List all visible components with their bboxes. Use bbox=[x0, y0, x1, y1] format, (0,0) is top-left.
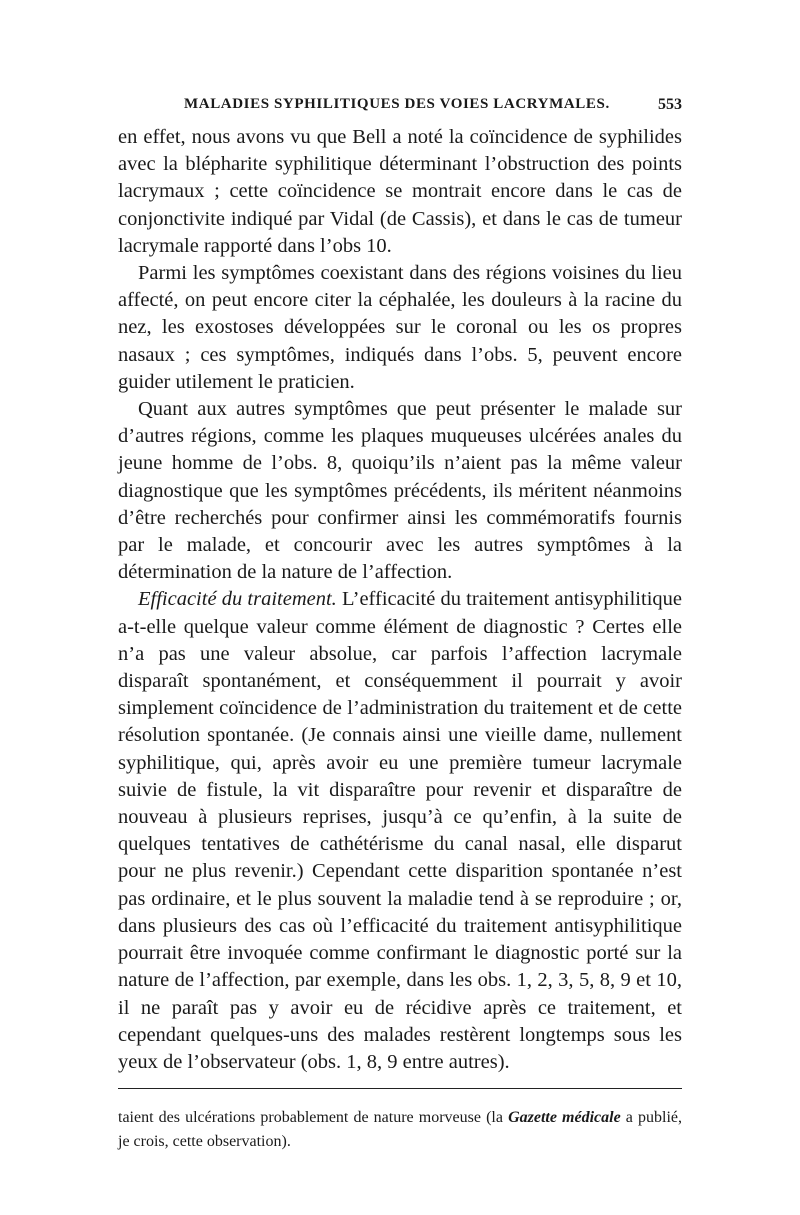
paragraph-4-text: L’efficacité du traitement antisyphilitique a-t-elle quelque valeur comme élément de diagnostic ? Certes elle n’a pas une valeur absolue, car parfois l’affection lacrymale disparaît spontanément, et conséquemment il pourrait y avoir simplement coïncidence de l’administration du traitement et de cette résolution spontanée. (Je connais ainsi une vieille dame, nullement syphilitique, qui, après avoir eu une première tumeur lacrymale suivie de fistule, la vit disparaître pour revenir et disparaître de nouveau à plusieurs reprises, jusqu’à ce qu’enfin, à la suite de quelques tentatives de cathétérisme du canal nasal, elle disparut pour ne plus revenir.) Cependant cette disparition spontanée n’est pas ordinaire, et le plus souvent la maladie tend à se reproduire ; or, dans plusieurs des cas où l’efficacité du traitement antisyphilitique pourrait être invoquée comme confirmant le diagnostic porté sur la nature de l’affection, par exemple, dans les obs. 1, 2, 3, 5, 8, 9 et 10, il ne paraît pas y avoir eu de récidive après ce traitement, et cependant quelques-uns des malades restèrent longtemps sous les yeux de l’observateur (obs. 1, 8, 9 entre autres). bbox=[118, 588, 682, 1073]
paragraph-2: Parmi les symptômes coexistant dans des régions voisines du lieu affecté, on peut encore citer la céphalée, les douleurs à la racine du nez, les exostoses développées sur le coronal ou les os propres nasaux ; ces symptômes, indiqués dans l’obs. 5, peuvent encore guider utilement le praticien. bbox=[118, 262, 682, 393]
footnote bbox=[118, 1106, 682, 1154]
paragraph-3: Quant aux autres symptômes que peut présenter le malade sur d’autres régions, comme les plaques muqueuses ulcérées anales du jeune homme de l’obs. 8, quoiqu’ils n’aient pas la même valeur diagnostique que les symptômes précédents, ils méritent néanmoins d’être recherchés pour confirmer ainsi les commémoratifs fournis par le malade, et concourir avec les autres symptômes à la détermination de la nature de l’affection. bbox=[118, 398, 682, 584]
running-header bbox=[118, 96, 682, 120]
running-title: MALADIES SYPHILITIQUES DES VOIES LACRYMALES. bbox=[184, 96, 610, 112]
paragraph-1: en effet, nous avons vu que Bell a noté la coïncidence de syphilides avec la blépharite syphilitique déterminant l’obstruction des points lacrymaux ; cette coïncidence se montrait encore dans le cas de conjonctivite indiqué par Vidal (de Cassis), et dans le cas de tumeur lacrymale rapporté dans l’obs 10. bbox=[118, 126, 682, 257]
paragraph-4 bbox=[118, 586, 682, 1076]
footnote-journal: Gazette médicale bbox=[508, 1109, 621, 1126]
main-text bbox=[118, 124, 682, 1076]
footnote-divider bbox=[118, 1088, 682, 1089]
page-number: 553 bbox=[658, 96, 682, 113]
footnote-text-after: a publié, je crois, cette observation). bbox=[118, 1109, 682, 1150]
section-heading: Efficacité du traitement. bbox=[138, 588, 337, 611]
footnote-text-before: taient des ulcérations probablement de nature morveuse (la bbox=[118, 1109, 509, 1126]
